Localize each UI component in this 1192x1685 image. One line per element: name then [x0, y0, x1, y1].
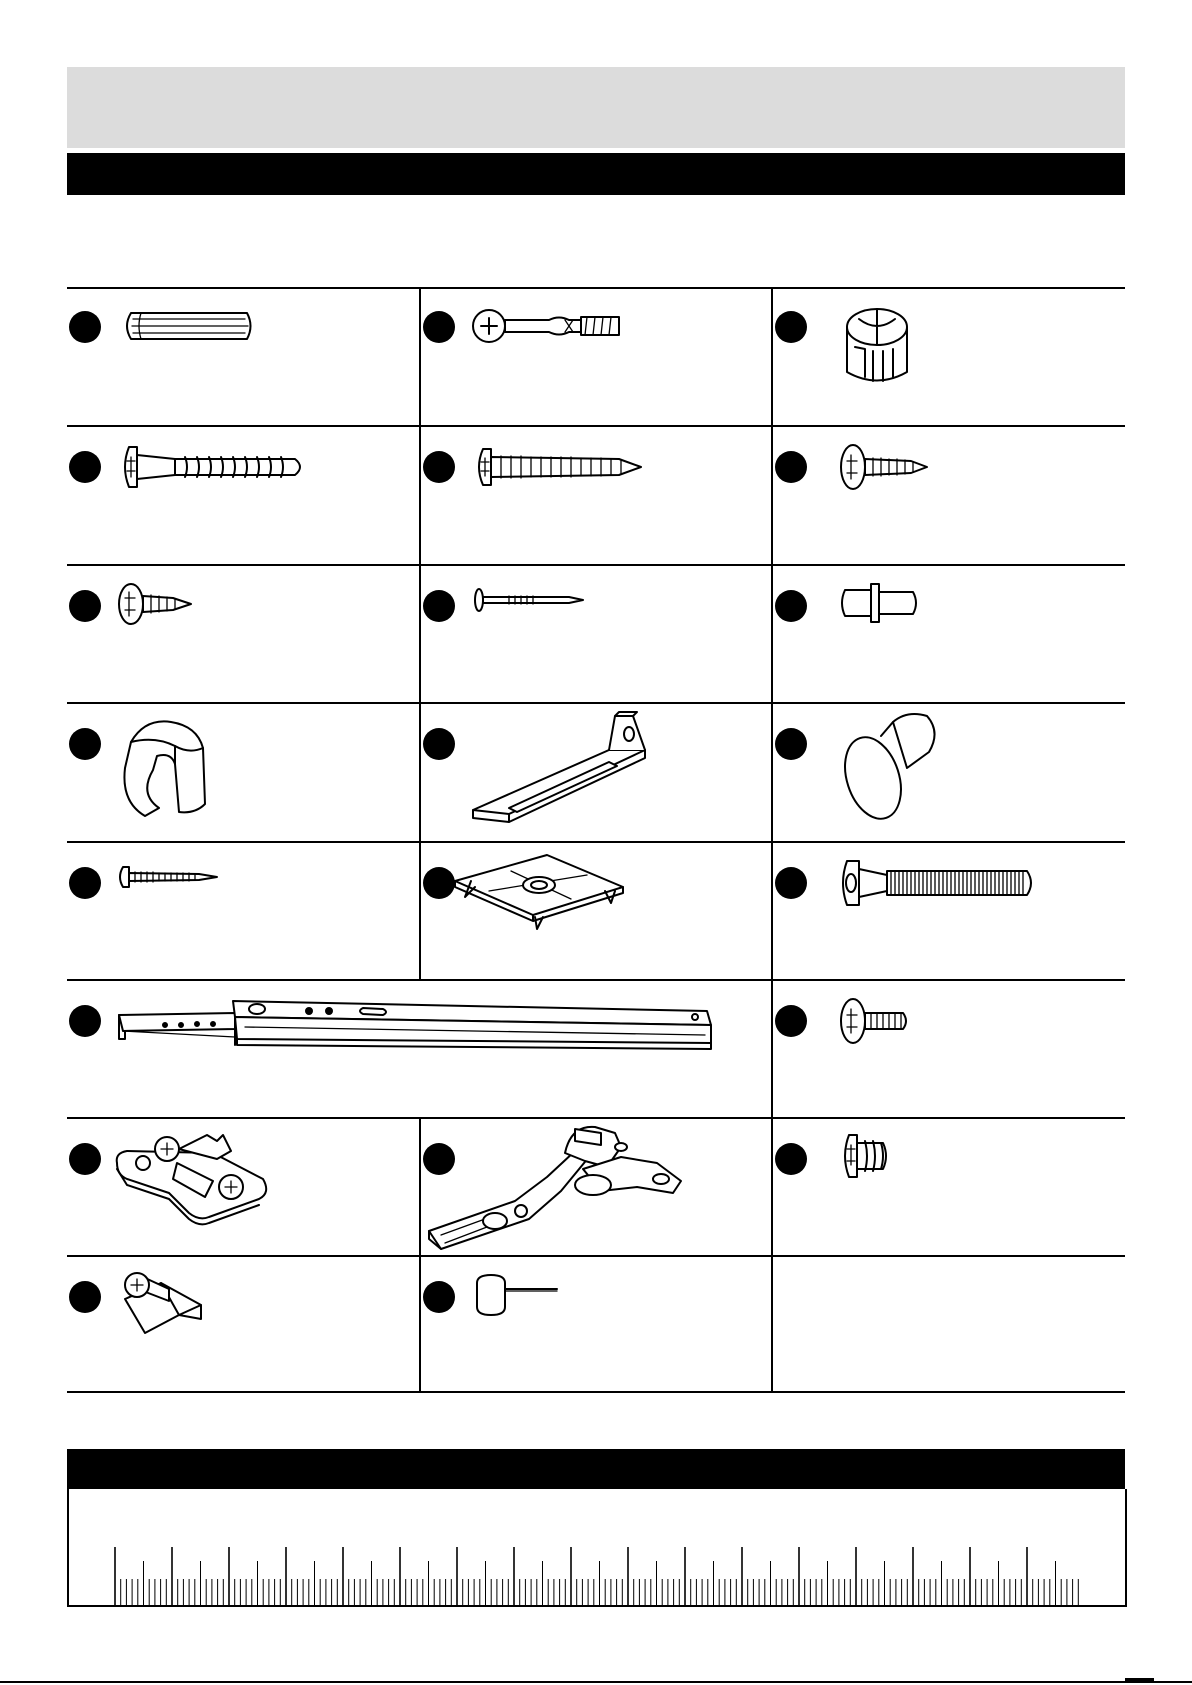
- knob-icon: [837, 708, 957, 828]
- fitting-number-badge: [775, 311, 807, 343]
- fitting-cell: [67, 843, 419, 979]
- fitting-number-badge: [775, 728, 807, 760]
- fitting-cell: [773, 704, 1125, 841]
- pan-head-screw-icon: [837, 437, 937, 497]
- cam-bolt-icon: [469, 301, 659, 351]
- fitting-cell: [421, 427, 771, 564]
- fitting-cell: [773, 427, 1125, 564]
- fitting-number-badge: [775, 867, 807, 899]
- fitting-cell: [67, 1119, 419, 1255]
- cam-lock-icon: [837, 297, 927, 397]
- corner-block-icon: [115, 1267, 215, 1337]
- fittings-section-heading-bar: [67, 153, 1125, 195]
- footer-rule: [0, 1681, 1192, 1683]
- fitting-number-badge: [69, 728, 101, 760]
- nail-icon: [469, 580, 589, 620]
- shelf-support-pin-icon: [837, 578, 927, 628]
- fitting-number-badge: [775, 451, 807, 483]
- footer-mark: [1125, 1678, 1154, 1681]
- fitting-cell-empty: [773, 1257, 1125, 1391]
- fitting-cell: [773, 843, 1125, 979]
- fitting-cell: [421, 1119, 771, 1255]
- fitting-cell: [421, 566, 771, 702]
- measuring-ruler-panel: [67, 1489, 1127, 1607]
- ruler-section-heading-bar: [67, 1449, 1125, 1489]
- rail-cup-icon: [115, 712, 225, 832]
- long-wood-screw-icon: [115, 437, 315, 497]
- medium-screw-icon: [469, 437, 649, 497]
- thin-screw-icon: [115, 857, 225, 897]
- fitting-number-badge: [69, 1281, 101, 1313]
- fitting-cell: [421, 704, 771, 841]
- mounting-plate-icon: [451, 851, 641, 931]
- fitting-number-badge: [775, 1143, 807, 1175]
- wooden-dowel-icon: [119, 301, 279, 351]
- furniture-glide-icon: [469, 1267, 569, 1327]
- fitting-cell: [67, 704, 419, 841]
- fitting-number-badge: [69, 311, 101, 343]
- fitting-number-badge: [423, 590, 455, 622]
- fitting-cell: [421, 287, 771, 425]
- fitting-number-badge: [423, 451, 455, 483]
- fitting-cell: [421, 843, 771, 979]
- fitting-cell: [773, 1119, 1125, 1255]
- hinge-icon: [425, 1121, 695, 1255]
- machine-screw-icon: [837, 991, 927, 1051]
- fitting-number-badge: [423, 311, 455, 343]
- fitting-number-badge: [423, 728, 455, 760]
- fitting-cell: [67, 566, 419, 702]
- euro-screw-icon: [837, 1131, 917, 1181]
- grid-line: [67, 1391, 1125, 1393]
- measuring-ruler: [113, 1545, 1083, 1605]
- fittings-grid: [67, 287, 1125, 1393]
- fitting-number-badge: [423, 1281, 455, 1313]
- header-banner: [67, 67, 1125, 148]
- fitting-cell: [773, 566, 1125, 702]
- fitting-number-badge: [69, 1005, 101, 1037]
- connector-bolt-icon: [837, 853, 1047, 913]
- fitting-cell: [67, 1257, 419, 1391]
- fitting-number-badge: [69, 867, 101, 899]
- fitting-cell: [773, 287, 1125, 425]
- fitting-number-badge: [69, 451, 101, 483]
- fitting-cell: [773, 981, 1125, 1117]
- fitting-cell: [67, 981, 771, 1117]
- hinge-plate-icon: [113, 1123, 283, 1233]
- fitting-number-badge: [775, 590, 807, 622]
- drawer-runner-icon: [115, 995, 715, 1065]
- fitting-cell: [67, 287, 419, 425]
- l-bracket-icon: [469, 710, 669, 834]
- fitting-number-badge: [69, 590, 101, 622]
- fitting-number-badge: [69, 1143, 101, 1175]
- fitting-cell: [67, 427, 419, 564]
- short-screw-icon: [115, 576, 215, 636]
- fitting-cell: [421, 1257, 771, 1391]
- fitting-number-badge: [775, 1005, 807, 1037]
